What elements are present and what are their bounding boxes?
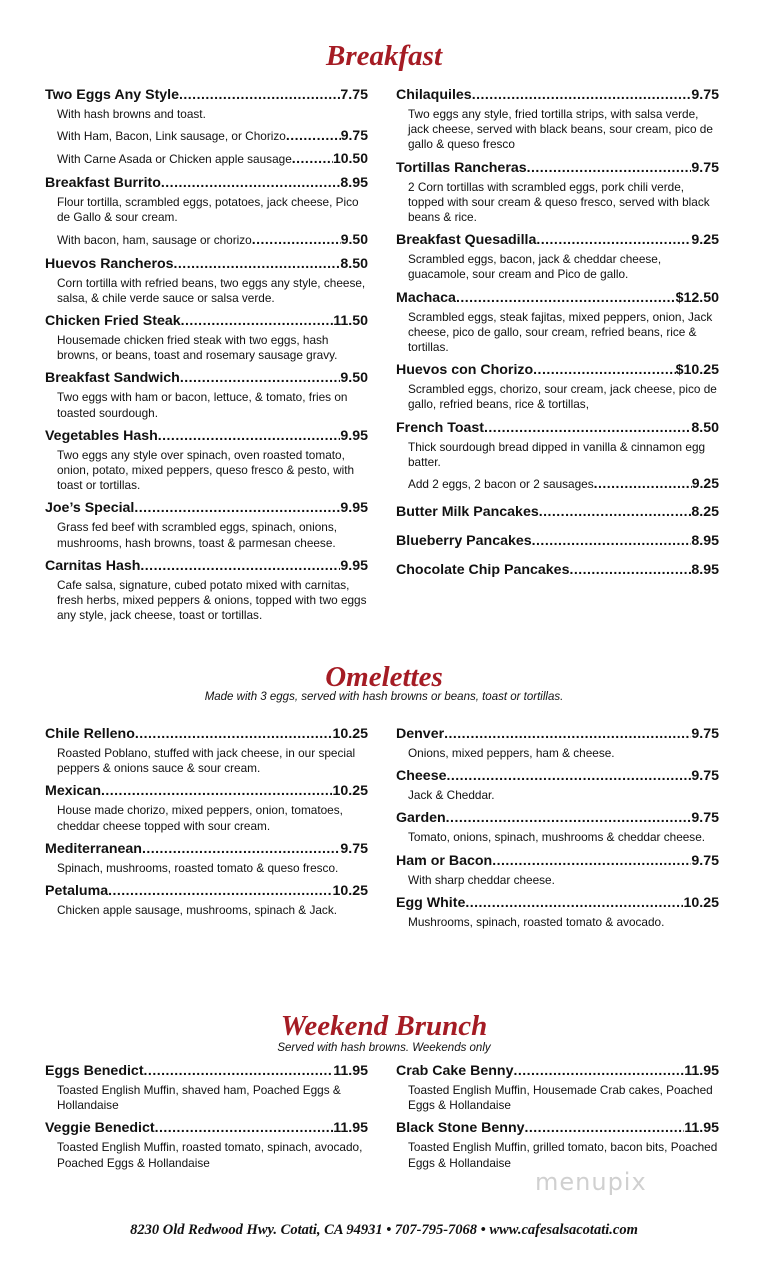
option-name: With Carne Asada or Chicken apple sausage xyxy=(57,152,292,167)
menupix-watermark: menupix xyxy=(535,1168,647,1196)
menu-item-name: Denver xyxy=(396,726,445,742)
menu-item-row xyxy=(396,289,719,308)
menu-item-description: Cafe salsa, signature, cubed potato mixed with carnitas, fresh herbs, mixed peppers & onions, topped with two eggs any style, jack cheese, toast or tortillas. xyxy=(57,577,367,623)
menu-item-name: Breakfast Quesadilla xyxy=(396,232,537,249)
menu-item-description: Scrambled eggs, bacon, jack & cheddar cheese, guacamole, sour cream and Pico de gallo. xyxy=(408,252,662,282)
menu-item xyxy=(396,231,719,282)
menu-item-price: 9.75 xyxy=(691,159,719,176)
omelettes-right-column xyxy=(396,725,719,936)
option-name: Add 2 eggs, 2 bacon or 2 sausages xyxy=(408,477,594,492)
menu-item-option xyxy=(45,230,368,249)
menu-item-description: Thick sourdough bread dipped in vanilla & cinnamon egg batter. xyxy=(408,439,706,469)
menu-item xyxy=(396,86,719,153)
menu-item-row xyxy=(45,255,368,274)
menu-item-name: Eggs Benedict xyxy=(45,1063,144,1079)
dot-leader xyxy=(472,86,692,102)
menu-item xyxy=(45,86,368,168)
menu-item-price: 8.95 xyxy=(691,562,719,579)
menu-item-name: Mediterranean xyxy=(45,840,142,857)
menu-item-price: 10.25 xyxy=(332,783,368,800)
menu-item-name: Chilaquiles xyxy=(396,87,472,103)
dot-leader xyxy=(252,231,341,247)
menu-item-row xyxy=(45,312,368,331)
menu-item-description: Toasted English Muffin, grilled tomato, bacon bits, Poached Eggs & Hollandaise xyxy=(408,1140,718,1170)
option-name: With Ham, Bacon, Link sausage, or Chorizo xyxy=(57,129,286,144)
menu-item-row xyxy=(45,86,368,105)
menu-item xyxy=(45,369,368,420)
menu-item-row xyxy=(45,1062,368,1081)
dot-leader xyxy=(456,289,676,305)
menu-item-row xyxy=(45,499,368,518)
dot-leader xyxy=(446,809,692,825)
dot-leader xyxy=(101,782,332,798)
menu-item xyxy=(45,557,368,624)
menu-item xyxy=(45,882,368,918)
menu-item-description: 2 Corn tortillas with scrambled eggs, pork chili verde, topped with sour cream & queso fresco, served with black beans & rice. xyxy=(408,179,710,225)
dot-leader xyxy=(144,1062,334,1078)
dot-leader xyxy=(513,1062,684,1078)
brunch-right-column xyxy=(396,1062,719,1177)
menu-item-name: Breakfast Burrito xyxy=(45,175,161,192)
breakfast-right-column xyxy=(396,86,719,586)
dot-leader xyxy=(142,840,340,856)
menu-item xyxy=(396,1062,719,1113)
brunch-subtitle: Served with hash browns. Weekends only xyxy=(277,1042,491,1054)
menu-item-name: Breakfast Sandwich xyxy=(45,370,180,387)
menu-item-name: Joe’s Special xyxy=(45,500,135,517)
menu-item-name: Machaca xyxy=(396,289,456,306)
menu-item-row xyxy=(396,767,719,786)
dot-leader xyxy=(292,150,333,166)
menu-item-price: 8.50 xyxy=(340,255,368,272)
menu-item-row xyxy=(396,894,719,913)
option-price: 9.75 xyxy=(340,127,368,144)
menu-item-price: 11.95 xyxy=(333,1120,368,1137)
menu-item-price: $10.25 xyxy=(675,362,719,379)
menu-item-description: Scrambled eggs, chorizo, sour cream, jack cheese, pico de gallo, refried beans, rice & tortillas, xyxy=(408,382,717,412)
menu-item-name: Petaluma xyxy=(45,883,109,900)
menu-item-price: 8.50 xyxy=(691,419,719,436)
menu-item-row xyxy=(45,1119,368,1138)
menu-item-name: Cheese xyxy=(396,768,447,785)
footer-address: 8230 Old Redwood Hwy. Cotati, CA 94931 • 707-795-7068 • www.cafesalsacotati.com xyxy=(130,1222,638,1238)
menu-item-name: Chocolate Chip Pancakes xyxy=(396,562,570,579)
menu-item-row xyxy=(45,427,368,446)
menu-item-option xyxy=(396,474,719,493)
dot-leader xyxy=(532,532,692,548)
menu-item xyxy=(396,1119,719,1170)
menu-item xyxy=(396,419,719,493)
menu-item xyxy=(45,782,368,833)
menu-item-row xyxy=(45,725,368,744)
menu-item xyxy=(45,725,368,776)
menu-item-name: Huevos con Chorizo xyxy=(396,362,534,379)
dot-leader xyxy=(140,557,340,573)
menu-item-name: Egg White xyxy=(396,894,466,911)
menu-item-name: Mexican xyxy=(45,783,101,800)
menu-item-row xyxy=(396,231,719,250)
menu-item-name: Huevos Rancheros xyxy=(45,255,174,272)
menu-item-row xyxy=(396,809,719,828)
menu-item-description: Toasted English Muffin, Housemade Crab cakes, Poached Eggs & Hollandaise xyxy=(408,1083,713,1113)
dot-leader xyxy=(536,231,691,247)
menu-item-row xyxy=(396,1119,719,1138)
menu-item xyxy=(396,159,719,226)
dot-leader xyxy=(484,419,691,435)
menu-item-description: Two eggs any style over spinach, oven roasted tomato, onion, potato, mixed peppers, queso fresco & pesto, with toast or tortillas. xyxy=(57,447,355,493)
menu-item xyxy=(396,361,719,412)
menu-item-description: Grass fed beef with scrambled eggs, spinach, onions, mushrooms, hash browns, toast & parmesan cheese. xyxy=(57,520,337,550)
omelettes-left-column xyxy=(45,725,368,924)
dot-leader xyxy=(539,503,692,519)
menu-item xyxy=(396,532,719,551)
menu-item-price: 9.95 xyxy=(340,427,368,444)
menu-item-name: Veggie Benedict xyxy=(45,1120,155,1137)
menu-item-row xyxy=(396,532,719,551)
option-price: 9.25 xyxy=(691,475,719,492)
dot-leader xyxy=(465,894,683,910)
dot-leader xyxy=(525,1119,685,1135)
menu-item-price: 9.75 xyxy=(691,852,719,869)
omelettes-title: Omelettes xyxy=(325,661,443,693)
option-price: 9.50 xyxy=(340,230,368,247)
menu-item-price: 10.25 xyxy=(332,883,368,900)
menu-item-description: Tomato, onions, spinach, mushrooms & cheddar cheese. xyxy=(408,830,706,845)
menu-item-row xyxy=(396,1062,719,1081)
menu-item-name: Carnitas Hash xyxy=(45,557,141,574)
menu-item xyxy=(396,561,719,580)
menu-item-name: Garden xyxy=(396,810,446,827)
menu-item-row xyxy=(45,174,368,193)
menu-item-price: 11.95 xyxy=(684,1120,719,1137)
menu-item xyxy=(45,499,368,550)
menu-item-price: 11.95 xyxy=(684,1063,719,1079)
dot-leader xyxy=(108,882,332,898)
menu-item-name: Vegetables Hash xyxy=(45,427,158,444)
menu-item-row xyxy=(396,159,719,178)
breakfast-title: Breakfast xyxy=(326,40,442,72)
menu-item-description: Onions, mixed peppers, ham & cheese. xyxy=(408,746,615,760)
dot-leader xyxy=(179,86,340,102)
dot-leader xyxy=(444,725,691,741)
menu-item-price: 8.95 xyxy=(340,175,368,192)
menu-item-price: 9.25 xyxy=(691,232,719,249)
menu-item xyxy=(45,174,368,248)
menu-item-row xyxy=(396,725,719,744)
menu-item xyxy=(396,725,719,761)
option-name: With bacon, ham, sausage or chorizo xyxy=(57,232,252,247)
menu-item-description: With hash browns and toast. xyxy=(57,107,206,121)
menu-item-row xyxy=(396,361,719,380)
menu-item xyxy=(45,427,368,494)
menu-item-row xyxy=(396,503,719,522)
menu-item-price: 10.25 xyxy=(683,894,719,911)
menu-item-name: Blueberry Pancakes xyxy=(396,533,532,550)
menu-item-price: 9.75 xyxy=(691,810,719,827)
menu-item-row xyxy=(45,782,368,801)
dot-leader xyxy=(286,127,341,143)
menu-item xyxy=(396,894,719,930)
menu-item xyxy=(396,289,719,356)
breakfast-left-column xyxy=(45,86,368,629)
menu-item-row xyxy=(45,369,368,388)
option-price: 10.50 xyxy=(332,150,368,167)
menu-item-price: $12.50 xyxy=(675,289,719,306)
dot-leader xyxy=(158,427,341,443)
menu-item-description: House made chorizo, mixed peppers, onion, tomatoes, cheddar cheese topped with sour cream. xyxy=(57,803,343,833)
menu-item-row xyxy=(45,840,368,859)
menu-item-name: Chile Relleno xyxy=(45,726,135,742)
menu-item-description: Roasted Poblano, stuffed with jack cheese, in our special peppers & onions sauce & sour cream. xyxy=(57,746,356,776)
dot-leader xyxy=(446,767,691,783)
menu-item-price: 11.50 xyxy=(333,313,368,330)
menu-item xyxy=(396,503,719,522)
menu-item-price: 11.95 xyxy=(333,1063,368,1079)
menu-item-description: Two eggs any style, fried tortilla strips, with salsa verde, jack cheese, served with black beans, sour cream, pico de gallo & queso fresco xyxy=(408,107,713,152)
menu-item-price: 8.25 xyxy=(691,504,719,521)
dot-leader xyxy=(174,255,341,271)
dot-leader xyxy=(135,725,333,741)
menu-item xyxy=(45,1062,368,1113)
dot-leader xyxy=(180,369,341,385)
menu-item-description: Two eggs with ham or bacon, lettuce, & tomato, fries on toasted sourdough. xyxy=(57,390,348,420)
dot-leader xyxy=(181,312,334,328)
menu-item-name: Tortillas Rancheras xyxy=(396,159,527,176)
menu-item-name: Ham or Bacon xyxy=(396,852,493,869)
dot-leader xyxy=(134,499,340,515)
menu-item-price: 9.75 xyxy=(340,840,368,857)
dot-leader xyxy=(527,159,692,175)
menu-item-price: 10.25 xyxy=(332,726,368,742)
dot-leader xyxy=(161,174,340,190)
menu-item-name: Two Eggs Any Style xyxy=(45,87,180,103)
menu-item-description: With sharp cheddar cheese. xyxy=(408,872,555,887)
menu-item xyxy=(45,255,368,306)
menu-item-description: Housemade chicken fried steak with two eggs, hash browns, or beans, toast and rosemary sausage gravy. xyxy=(57,333,338,363)
menu-item xyxy=(45,312,368,363)
menu-item-option xyxy=(45,149,368,168)
menu-item-name: Butter Milk Pancakes xyxy=(396,504,539,521)
menu-item-name: Chicken Fried Steak xyxy=(45,313,181,330)
menu-item-description: Toasted English Muffin, roasted tomato, spinach, avocado, Poached Eggs & Hollandaise xyxy=(57,1140,363,1170)
omelettes-subtitle: Made with 3 eggs, served with hash browns or beans, toast or tortillas. xyxy=(204,691,564,703)
menu-item-description: Spinach, mushrooms, roasted tomato & queso fresco. xyxy=(57,860,339,875)
menu-item-name: Crab Cake Benny xyxy=(396,1063,514,1079)
menu-item-row xyxy=(45,557,368,576)
dot-leader xyxy=(155,1119,334,1135)
dot-leader xyxy=(492,852,691,868)
menu-item-description: Corn tortilla with refried beans, two eggs any style, cheese, salsa, & chile verde sauce or salsa verde. xyxy=(57,275,366,305)
dot-leader xyxy=(594,475,692,491)
dot-leader xyxy=(569,561,691,577)
menu-item-row xyxy=(396,86,719,105)
menu-item-row xyxy=(396,852,719,871)
brunch-left-column xyxy=(45,1062,368,1177)
menu-item-description: Scrambled eggs, steak fajitas, mixed peppers, onion, Jack cheese, pico de gallo, sour cream, refried beans, rice & tortillas. xyxy=(408,309,713,355)
menu-item-description: Flour tortilla, scrambled eggs, potatoes, jack cheese, Pico de Gallo & sour cream. xyxy=(57,195,359,225)
menu-item xyxy=(45,1119,368,1170)
menu-item-description: Jack & Cheddar. xyxy=(408,788,495,803)
menu-item-option xyxy=(45,126,368,145)
menu-item-price: 9.50 xyxy=(340,370,368,387)
brunch-title: Weekend Brunch xyxy=(280,1010,488,1042)
menu-item-name: Black Stone Benny xyxy=(396,1120,525,1137)
menu-item xyxy=(45,840,368,876)
menu-item-description: Mushrooms, spinach, roasted tomato & avocado. xyxy=(408,914,665,929)
menu-item-price: 9.95 xyxy=(340,557,368,574)
menu-item-price: 9.75 xyxy=(691,726,719,742)
menu-item-price: 7.75 xyxy=(340,87,368,103)
menu-item-price: 9.75 xyxy=(691,768,719,785)
menu-item-description: Toasted English Muffin, shaved ham, Poached Eggs & Hollandaise xyxy=(57,1083,341,1113)
menu-item xyxy=(396,767,719,803)
dot-leader xyxy=(533,361,675,377)
menu-item xyxy=(396,809,719,845)
menu-item-row xyxy=(396,561,719,580)
menu-item-description: Chicken apple sausage, mushrooms, spinach & Jack. xyxy=(57,903,337,918)
menu-item-price: 8.95 xyxy=(691,533,719,550)
menu-item-row xyxy=(396,419,719,438)
menu-item-price: 9.75 xyxy=(691,87,719,103)
menu-item-price: 9.95 xyxy=(340,500,368,517)
menu-item-row xyxy=(45,882,368,901)
menu-item-name: French Toast xyxy=(396,419,485,436)
menu-item xyxy=(396,852,719,888)
